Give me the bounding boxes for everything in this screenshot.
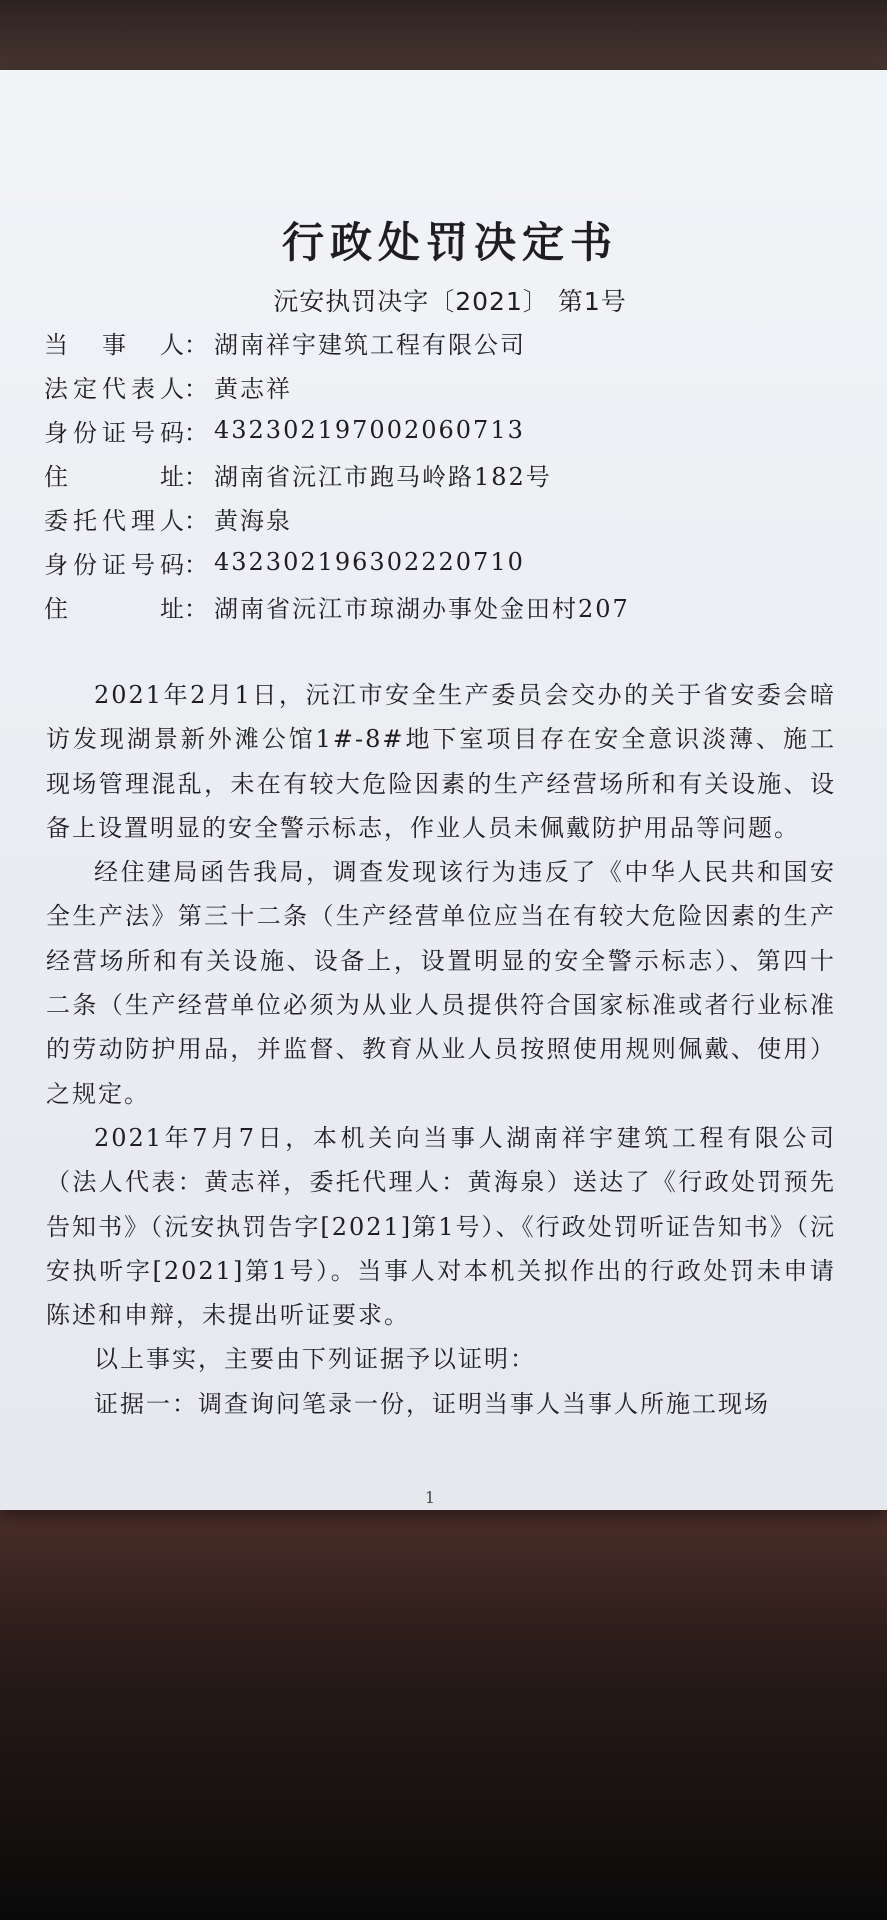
field-value: 432302197002060713 bbox=[214, 416, 525, 444]
page-number: 1 bbox=[424, 1488, 436, 1507]
field-label bbox=[44, 413, 184, 448]
party-info-row bbox=[44, 584, 844, 628]
field-label bbox=[44, 369, 184, 404]
label-char: 住 bbox=[44, 594, 68, 623]
label-char: 证 bbox=[102, 418, 126, 447]
field-label bbox=[44, 545, 184, 580]
body-paragraph: 2021年7月7日，本机关向当事人湖南祥宇建筑工程有限公司（法人代表：黄志祥，委托代理人：黄海泉）送达了《行政处罚预先告知书》（沅安执罚告字[2021]第1号）、《行政处罚听证告知书》（沅安执听字[2021]第1号）。当事人对本机关拟作出的行政处罚未申请陈述和申辩，未提出听证要求。 bbox=[46, 1123, 836, 1330]
label-char: 人 bbox=[160, 330, 184, 359]
background-top bbox=[0, 0, 887, 80]
background-bottom bbox=[0, 1500, 887, 1920]
label-char: 身 bbox=[44, 550, 68, 579]
document-body bbox=[46, 673, 836, 1426]
colon: ： bbox=[184, 418, 208, 447]
field-value: 黄海泉 bbox=[214, 506, 292, 535]
document-number: 沅安执罚决字〔2021〕 第1号 bbox=[273, 287, 627, 316]
colon: ： bbox=[184, 506, 208, 535]
label-char: 托 bbox=[73, 506, 97, 535]
label-char: 号 bbox=[131, 550, 155, 579]
party-info-row bbox=[44, 452, 844, 496]
label-char: 身 bbox=[44, 418, 68, 447]
party-info-row bbox=[44, 320, 844, 364]
label-char: 理 bbox=[131, 506, 155, 535]
field-value: 湖南祥宇建筑工程有限公司 bbox=[214, 330, 526, 359]
body-paragraph: 2021年2月1日，沅江市安全生产委员会交办的关于省安委会暗访发现湖景新外滩公馆1#-8#地下室项目存在安全意识淡薄、施工现场管理混乱，未在有较大危险因素的生产经营场所和有关设施、设备上设置明显的安全警示标志，作业人员未佩戴防护用品等问题。 bbox=[46, 681, 836, 842]
field-value: 湖南省沅江市跑马岭路182号 bbox=[214, 462, 552, 491]
label-char: 事 bbox=[102, 330, 126, 359]
label-char: 址 bbox=[160, 462, 184, 491]
colon: ： bbox=[184, 374, 208, 403]
colon: ： bbox=[184, 462, 208, 491]
field-label bbox=[44, 501, 184, 536]
body-paragraph: 证据一：调查询问笔录一份，证明当事人当事人所施工现场 bbox=[94, 1389, 770, 1418]
label-char: 号 bbox=[131, 418, 155, 447]
label-char: 码 bbox=[160, 550, 184, 579]
label-char: 人 bbox=[160, 374, 184, 403]
party-info-row bbox=[44, 496, 844, 540]
body-paragraph: 以上事实，主要由下列证据予以证明： bbox=[94, 1345, 536, 1374]
colon: ： bbox=[184, 594, 208, 623]
body-paragraph: 经住建局函告我局，调查发现该行为违反了《中华人民共和国安全生产法》第三十二条（生产经营单位应当在有较大危险因素的生产经营场所和有关设施、设备上，设置明显的安全警示标志）、第四十二条（生产经营单位必须为从业人员提供符合国家标准或者行业标准的劳动防护用品，并监督、教育从业人员按照使用规则佩戴、使用）之规定。 bbox=[46, 858, 836, 1108]
label-char: 委 bbox=[44, 506, 68, 535]
colon: ： bbox=[184, 330, 208, 359]
label-char: 人 bbox=[160, 506, 184, 535]
field-value: 黄志祥 bbox=[214, 374, 292, 403]
label-char: 证 bbox=[102, 550, 126, 579]
party-info-row bbox=[44, 364, 844, 408]
label-char: 代 bbox=[102, 374, 126, 403]
label-char: 表 bbox=[131, 374, 155, 403]
party-info-list bbox=[44, 320, 844, 628]
label-char: 法 bbox=[44, 374, 68, 403]
label-char: 住 bbox=[44, 462, 68, 491]
colon: ： bbox=[184, 550, 208, 579]
field-label bbox=[44, 325, 184, 360]
label-char: 码 bbox=[160, 418, 184, 447]
label-char: 份 bbox=[73, 418, 97, 447]
label-char: 定 bbox=[73, 374, 97, 403]
field-value: 湖南省沅江市琼湖办事处金田村207 bbox=[214, 594, 630, 623]
label-char: 址 bbox=[160, 594, 184, 623]
label-char: 代 bbox=[102, 506, 126, 535]
label-char: 当 bbox=[44, 330, 68, 359]
field-label bbox=[44, 457, 184, 492]
document-page bbox=[0, 70, 887, 1510]
party-info-row bbox=[44, 408, 844, 452]
document-title: 行政处罚决定书 bbox=[281, 218, 618, 267]
label-char: 份 bbox=[73, 550, 97, 579]
field-value: 432302196302220710 bbox=[214, 548, 525, 576]
field-label bbox=[44, 589, 184, 624]
party-info-row bbox=[44, 540, 844, 584]
